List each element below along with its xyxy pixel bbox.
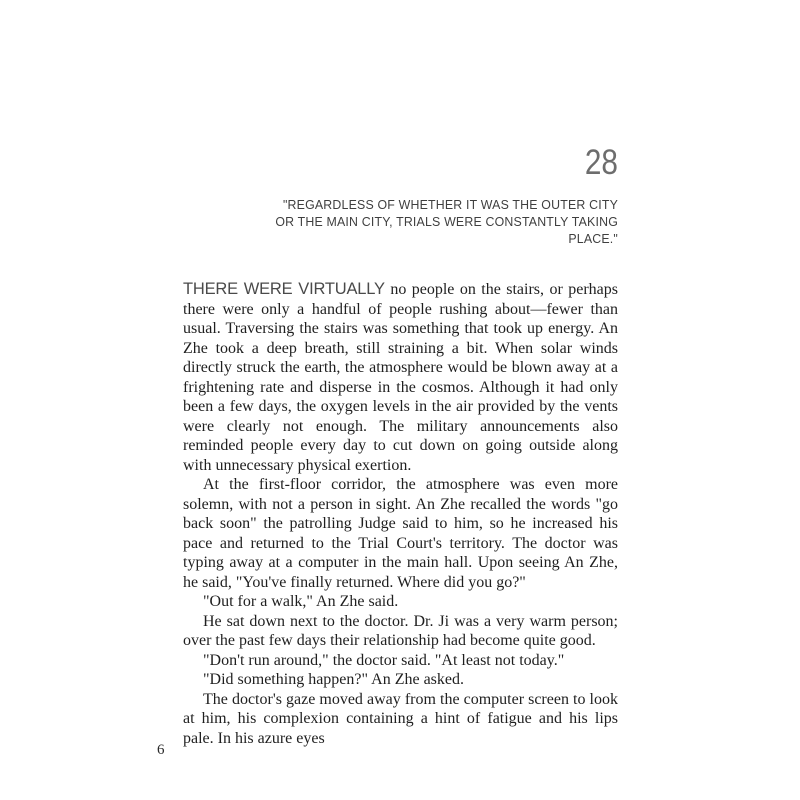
paragraph: "Out for a walk," An Zhe said. — [203, 593, 399, 610]
page-number: 6 — [157, 742, 165, 758]
paragraph-text: no people on the stairs, or perhaps there were only a handful of people rushing about—fewer than usual. Traversing the stairs was something that took up energy. An Zhe took a deep breath, still straining a bit. When solar winds directly struck the earth, the atmosphere would be blown away at a frightening rate and disperse in the cosmos. Although it had only been a few days, the oxygen levels in the air provided by the vents were clearly not enough. The military announcements also reminded people every day to cut down on going outside along with unnecessary physical exertion. — [183, 281, 618, 474]
chapter-quote-line: PLACE." — [568, 231, 618, 246]
paragraph: The doctor's gaze moved away from the computer screen to look at him, his complexion containing a hint of fatigue and his lips pale. In his azure eyes — [183, 690, 618, 747]
paragraph-lead-in: THERE WERE VIRTUALLY — [183, 280, 391, 298]
body-text — [183, 280, 618, 748]
chapter-quote — [210, 196, 619, 247]
chapter-quote-line: OR THE MAIN CITY, TRIALS WERE CONSTANTLY TAKING — [275, 214, 618, 229]
paragraph: "Did something happen?" An Zhe asked. — [203, 671, 465, 688]
paragraph — [183, 280, 618, 475]
paragraph: He sat down next to the doctor. Dr. Ji was a very warm person; over the past few days their relationship had become quite good. — [183, 612, 618, 649]
chapter-quote-line: "REGARDLESS OF WHETHER IT WAS THE OUTER CITY — [282, 197, 618, 212]
text-column — [183, 0, 618, 800]
paragraph: At the first-floor corridor, the atmosphere was even more solemn, with not a person in sight. An Zhe recalled the words "go back soon" the patrolling Judge said to him, so he increased his pace and returned to the Trial Court's territory. The doctor was typing away at a computer in the main hall. Upon seeing An Zhe, he said, "You've finally returned. Where did you go?" — [183, 476, 618, 591]
chapter-number: 28 — [584, 143, 618, 182]
paragraph: "Don't run around," the doctor said. "At least not today." — [203, 651, 565, 669]
